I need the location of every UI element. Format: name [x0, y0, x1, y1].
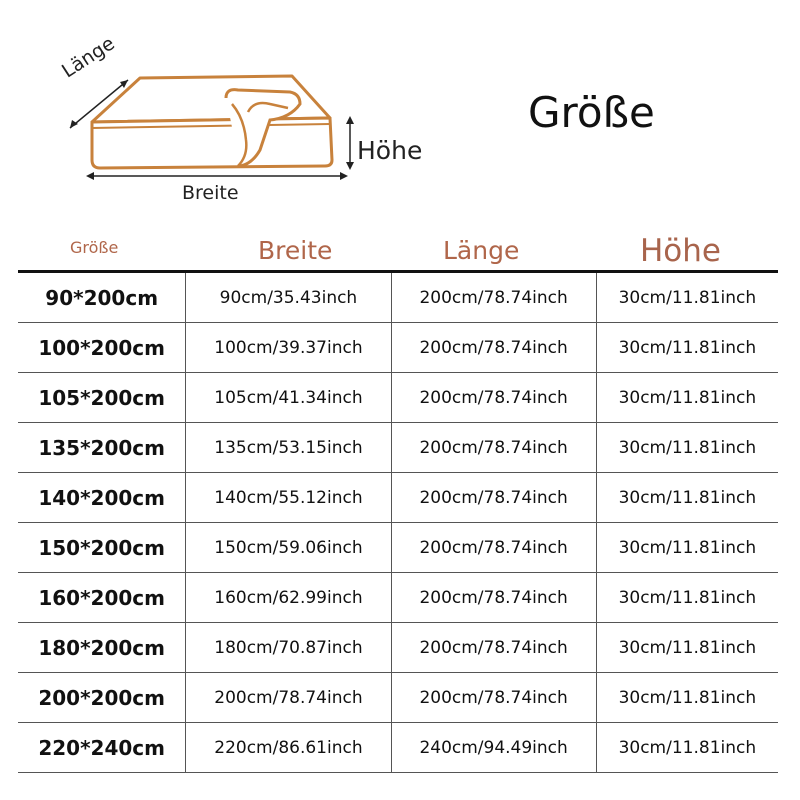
table-row	[18, 723, 778, 773]
size-cell: 200*200cm	[18, 673, 186, 722]
length-cell: 200cm/78.74inch	[392, 323, 597, 372]
length-cell: 200cm/78.74inch	[392, 673, 597, 722]
width-cell: 100cm/39.37inch	[186, 323, 391, 372]
length-cell: 200cm/78.74inch	[392, 473, 597, 522]
length-cell: 200cm/78.74inch	[392, 423, 597, 472]
table-row	[18, 623, 778, 673]
mattress-dimension-diagram	[0, 0, 460, 220]
table-row	[18, 373, 778, 423]
size-table	[18, 270, 778, 773]
size-cell: 90*200cm	[18, 273, 186, 322]
length-cell: 200cm/78.74inch	[392, 623, 597, 672]
width-cell: 180cm/70.87inch	[186, 623, 391, 672]
size-cell: 160*200cm	[18, 573, 186, 622]
height-cell: 30cm/11.81inch	[618, 637, 757, 658]
table-row	[18, 473, 778, 523]
width-cell: 150cm/59.06inch	[186, 523, 391, 572]
height-cell: 30cm/11.81inch	[618, 337, 757, 358]
header-length: Länge	[443, 236, 520, 265]
height-cell: 30cm/11.81inch	[618, 537, 757, 558]
height-cell: 30cm/11.81inch	[618, 737, 757, 758]
table-row	[18, 323, 778, 373]
length-cell: 240cm/94.49inch	[392, 723, 597, 772]
length-dimension-label: Länge	[58, 32, 119, 83]
size-cell: 100*200cm	[18, 323, 186, 372]
size-cell: 140*200cm	[18, 473, 186, 522]
table-row	[18, 673, 778, 723]
length-cell: 200cm/78.74inch	[392, 373, 597, 422]
width-cell: 200cm/78.74inch	[186, 673, 391, 722]
width-cell: 160cm/62.99inch	[186, 573, 391, 622]
width-cell: 135cm/53.15inch	[186, 423, 391, 472]
height-cell: 30cm/11.81inch	[618, 437, 757, 458]
header-height: Höhe	[640, 233, 721, 269]
height-cell: 30cm/11.81inch	[618, 587, 757, 608]
size-cell: 220*240cm	[18, 723, 186, 772]
height-cell: 30cm/11.81inch	[618, 287, 757, 308]
height-cell: 30cm/11.81inch	[618, 687, 757, 708]
width-dimension-label: Breite	[182, 182, 239, 204]
header-size: Größe	[70, 238, 119, 257]
table-row	[18, 573, 778, 623]
length-cell: 200cm/78.74inch	[392, 523, 597, 572]
size-cell: 150*200cm	[18, 523, 186, 572]
table-row	[18, 273, 778, 323]
height-cell: 30cm/11.81inch	[618, 387, 757, 408]
height-dimension-label: Höhe	[357, 136, 423, 165]
width-cell: 220cm/86.61inch	[186, 723, 391, 772]
size-cell: 105*200cm	[18, 373, 186, 422]
length-cell: 200cm/78.74inch	[392, 273, 597, 322]
width-cell: 140cm/55.12inch	[186, 473, 391, 522]
size-cell: 180*200cm	[18, 623, 186, 672]
table-row	[18, 523, 778, 573]
page-title: Größe	[528, 88, 655, 137]
size-cell: 135*200cm	[18, 423, 186, 472]
length-cell: 200cm/78.74inch	[392, 573, 597, 622]
width-cell: 90cm/35.43inch	[186, 273, 391, 322]
height-cell: 30cm/11.81inch	[618, 487, 757, 508]
header-width: Breite	[258, 236, 333, 265]
width-cell: 105cm/41.34inch	[186, 373, 391, 422]
table-row	[18, 423, 778, 473]
